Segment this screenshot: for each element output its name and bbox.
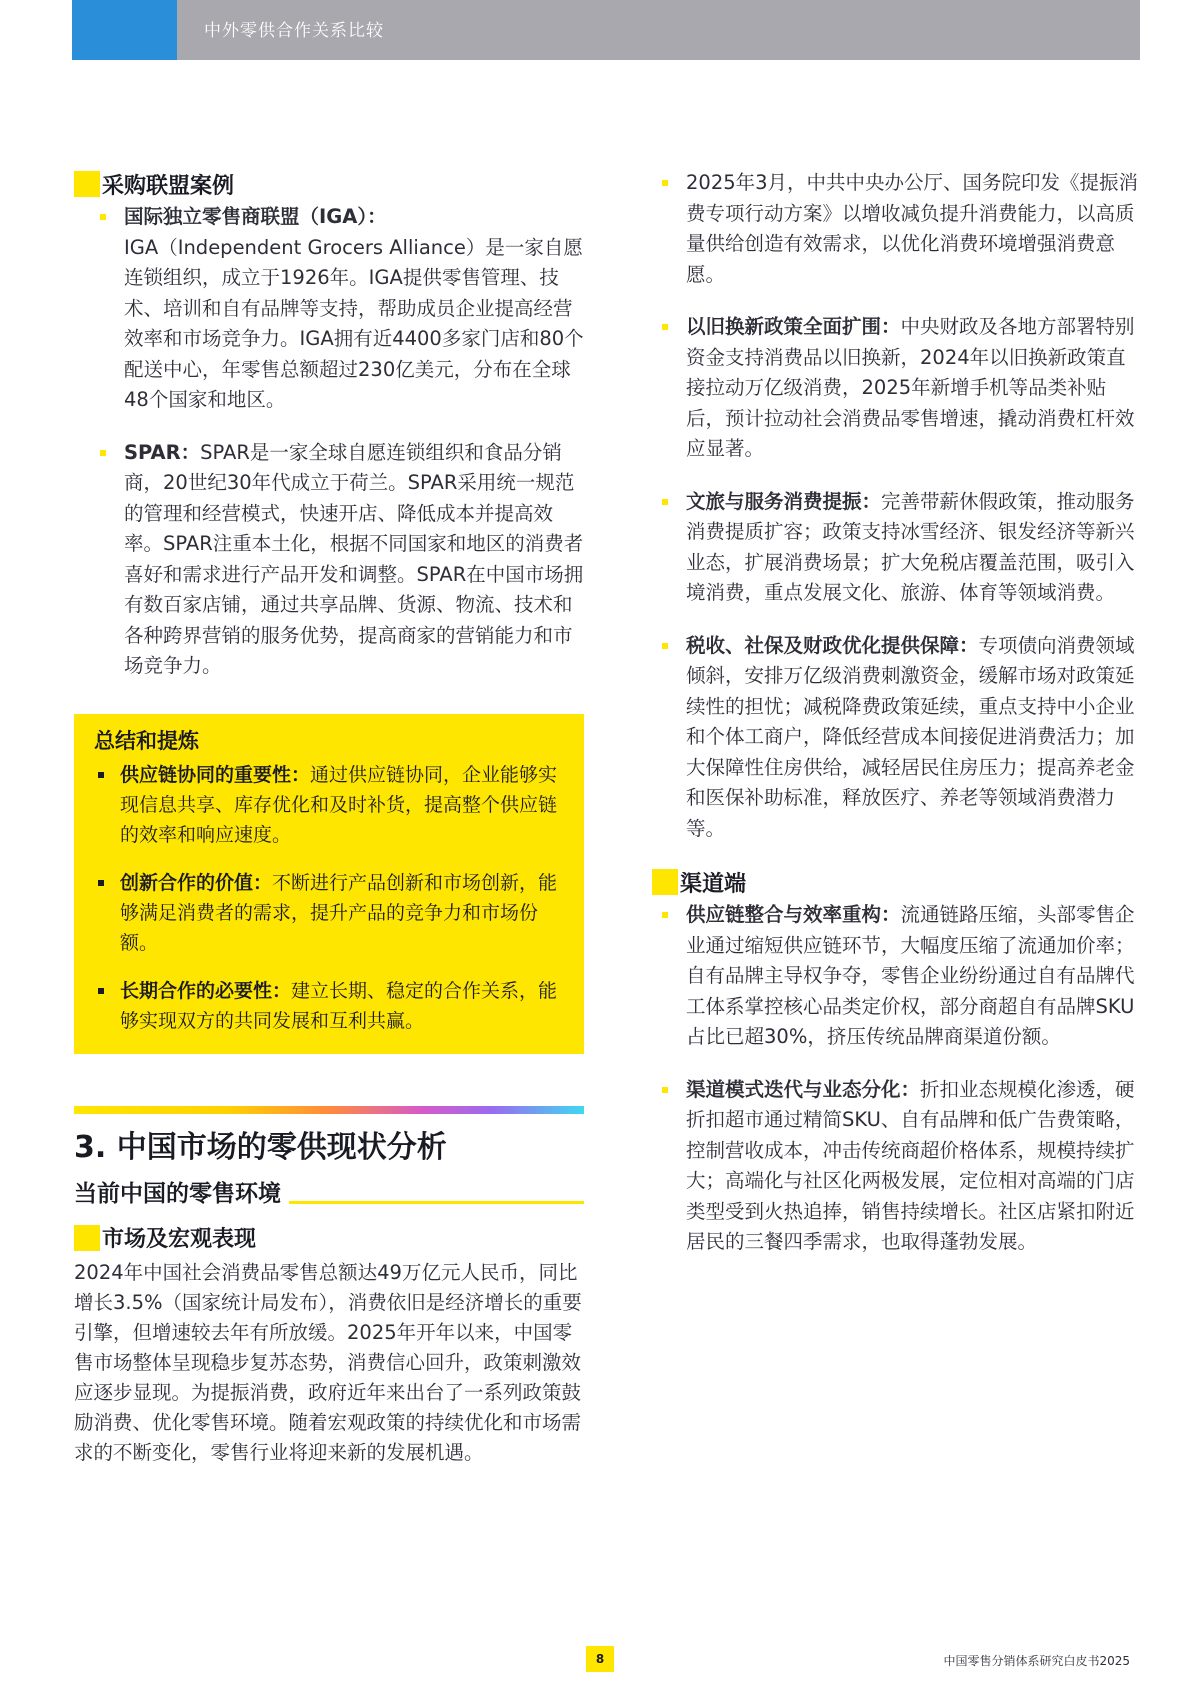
header-title: 中外零供合作关系比较 xyxy=(204,21,384,41)
heading-marker xyxy=(74,1225,100,1251)
policy-item: 2025年3月，中共中央办公厅、国务院印发《提振消费专项行动方案》以增收减负提升消费能力，以高质量供给创造有效需求，以优化消费环境增强消费意愿。 xyxy=(652,168,1142,290)
bullet-icon xyxy=(662,499,668,505)
page-header xyxy=(72,0,1140,60)
heading-marker xyxy=(74,171,100,197)
bullet-icon xyxy=(662,324,668,330)
channel-item: 渠道模式迭代与业态分化：折扣业态规模化渗透，硬折扣超市通过精简SKU、自有品牌和低广告费策略，控制营收成本，冲击传统商超价格体系，规模持续扩大；高端化与社区化两极发展，定位相对高端的门店类型受到火热追捧，销售持续增长。社区店紧扣附近居民的三餐四季需求，也取得蓬勃发展。 xyxy=(652,1075,1142,1258)
section-subtitle: 当前中国的零售环境 xyxy=(74,1178,584,1210)
summary-title: 总结和提炼 xyxy=(94,728,199,753)
item-label: SPAR： xyxy=(124,440,201,464)
list-item-spar xyxy=(74,438,584,682)
item-text: IGA（Independent Grocers Alliance）是一家自愿连锁组织，成立于1926年。IGA提供零售管理、技术、培训和自有品牌等支持，帮助成员企业提高经营效率和市场竞争力。IGA拥有近4400多家门店和80个配送中心，年零售总额超过230亿美元，分布在全球48个国家和地区。 xyxy=(124,235,584,411)
bullet-icon xyxy=(662,912,668,918)
bullet-icon xyxy=(662,1087,668,1093)
summary-item: 长期合作的必要性：建立长期、稳定的合作关系，能够实现双方的共同发展和互利共赢。 xyxy=(94,976,566,1036)
bullet-icon xyxy=(98,880,104,886)
footer-doc-title: 中国零售分销体系研究白皮书2025 xyxy=(943,1654,1130,1668)
bullet-icon xyxy=(662,643,668,649)
item-label: 国际独立零售商联盟（IGA）： xyxy=(124,205,387,228)
policy-item: 税收、社保及财政优化提供保障：专项债向消费领域倾斜，安排万亿级消费刺激资金，缓解市场对政策延续性的担忧；减税降费政策延续，重点支持中小企业和个体工商户，降低经营成本间接促进消费活力；加大保障性住房供给，减轻居民住房压力；提高养老金和医保补助标准，释放医疗、养老等领域消费潜力等。 xyxy=(652,631,1142,845)
bullet-icon xyxy=(100,214,106,220)
channel-heading: 渠道端 xyxy=(652,866,1142,898)
bullet-icon xyxy=(662,180,668,186)
summary-box xyxy=(74,714,584,1054)
bullet-icon xyxy=(98,772,104,778)
bullet-icon xyxy=(100,450,106,456)
section-gradient-bar xyxy=(74,1106,584,1114)
item-text: SPAR是一家全球自愿连锁组织和食品分销商，20世纪30年代成立于荷兰。SPAR采用统一规范的管理和经营模式，快速开店、降低成本并提高效率。SPAR注重本土化，根据不同国家和地区的消费者喜好和需求进行产品开发和调整。SPAR在中国市场拥有数百家店铺，通过共享品牌、货源、物流、技术和各种跨界营销的服务优势，提高商家的营销能力和市场竞争力。 xyxy=(124,440,584,677)
list-item-iga xyxy=(74,202,584,416)
policy-item: 文旅与服务消费提振：完善带薪休假政策，推动服务消费提质扩容；政策支持冰雪经济、银发经济等新兴业态，扩展消费场景；扩大免税店覆盖范围，吸引入境消费，重点发展文化、旅游、体育等领域消费。 xyxy=(652,487,1142,609)
header-accent-block xyxy=(72,0,177,60)
right-column xyxy=(652,168,1142,1280)
page-number: 8 xyxy=(586,1646,614,1672)
summary-item: 创新合作的价值：不断进行产品创新和市场创新，能够满足消费者的需求，提升产品的竞争力和市场份额。 xyxy=(94,868,566,958)
channel-item: 供应链整合与效率重构：流通链路压缩，头部零售企业通过缩短供应链环节，大幅度压缩了流通加价率；自有品牌主导权争夺，零售企业纷纷通过自有品牌代工体系掌控核心品类定价权，部分商超自有品牌SKU占比已超30%，挤压传统品牌商渠道份额。 xyxy=(652,900,1142,1053)
policy-item: 以旧换新政策全面扩围：中央财政及各地方部署特别资金支持消费品以旧换新，2024年以旧换新政策直接拉动万亿级消费，2025年新增手机等品类补贴后，预计拉动社会消费品零售增速，撬动消费杠杆效应显著。 xyxy=(652,312,1142,465)
heading-marker xyxy=(652,869,678,895)
market-paragraph: 2024年中国社会消费品零售总额达49万亿元人民币，同比增长3.5%（国家统计局发布），消费依旧是经济增长的重要引擎，但增速较去年有所放缓。2025年开年以来，中国零售市场整体呈现稳步复苏态势，消费信心回升，政策刺激效应逐步显现。为提振消费，政府近年来出台了一系列政策鼓励消费、优化零售环境。随着宏观政策的持续优化和市场需求的不断变化，零售行业将迎来新的发展机遇。 xyxy=(74,1260,582,1464)
procurement-heading: 采购联盟案例 xyxy=(74,168,584,200)
section-title: 3. 中国市场的零供现状分析 xyxy=(74,1129,447,1165)
subtitle-underline xyxy=(289,1201,584,1204)
bullet-icon xyxy=(98,988,104,994)
left-column xyxy=(74,168,584,1468)
summary-item: 供应链协同的重要性：通过供应链协同，企业能够实现信息共享、库存优化和及时补货，提高整个供应链的效率和响应速度。 xyxy=(94,760,566,850)
market-heading: 市场及宏观表现 xyxy=(74,1222,584,1254)
